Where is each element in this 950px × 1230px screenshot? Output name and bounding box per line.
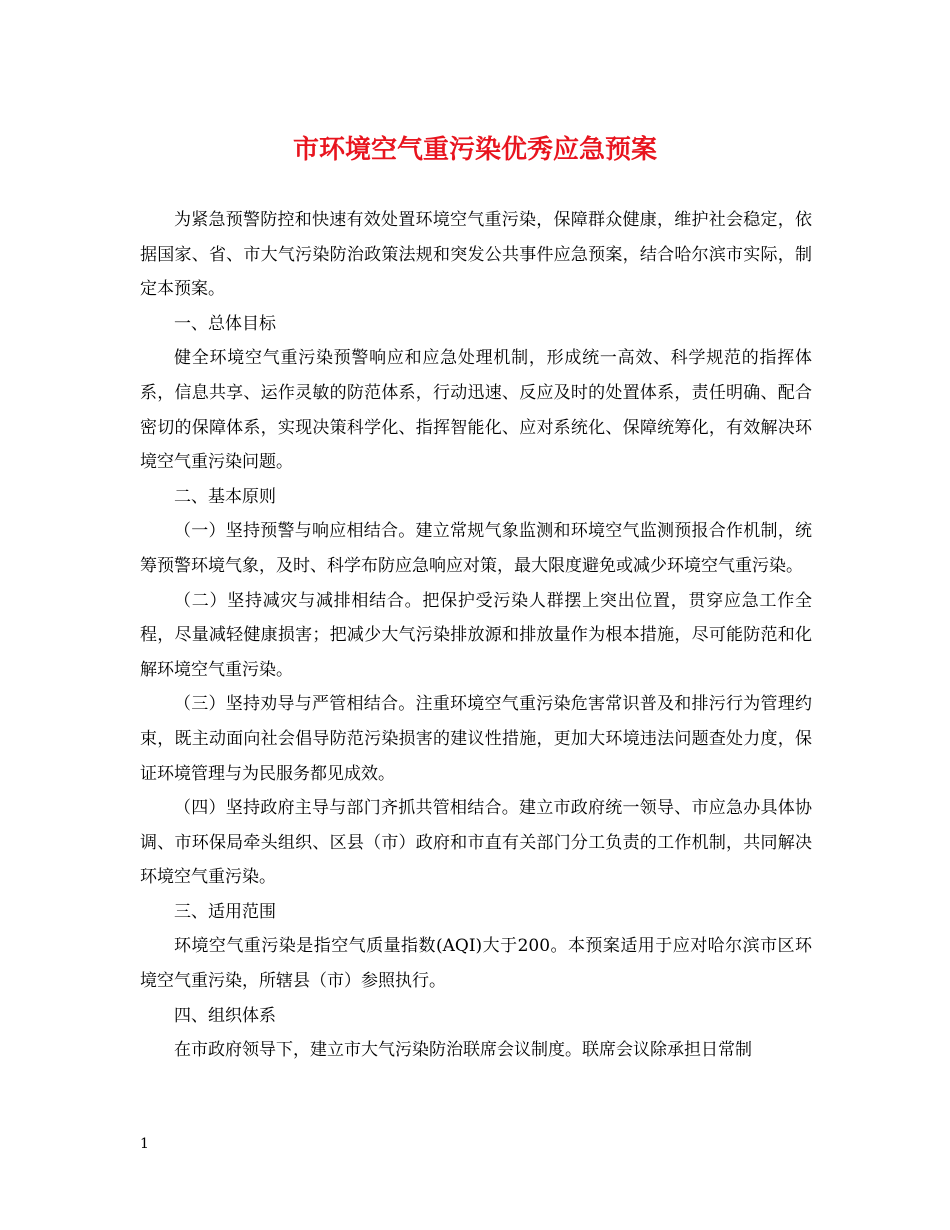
- paragraph-principle-4: （四）坚持政府主导与部门齐抓共管相结合。建立市政府统一领导、市应急办具体协调、市环保局牵头组织、区县（市）政府和市直有关部门分工负责的工作机制，共同解决环境空气重污染。: [140, 798, 812, 888]
- paragraph-principle-1: （一）坚持预警与响应相结合。建立常规气象监测和环境空气监测预报合作机制，统筹预警环境气象，及时、科学布防应急响应对策，最大限度避免或减少环境空气重污染。: [140, 521, 812, 576]
- section-heading-basic-principles: 二、基本原则: [174, 486, 276, 507]
- paragraph-scope: 环境空气重污染是指空气质量指数(AQI)大于200。本预案适用于应对哈尔滨市区环境空气重污染，所辖县（市）参照执行。: [140, 936, 812, 992]
- section-heading-organization: 四、组织体系: [174, 1005, 276, 1026]
- paragraph-principle-3: （三）坚持劝导与严管相结合。注重环境空气重污染危害常识普及和排污行为管理约束，既主动面向社会倡导防范污染损害的建议性措施，更加大环境违法问题查处力度，保证环境管理与为民服务都见成效。: [140, 694, 812, 784]
- section-heading-overall-goal: 一、总体目标: [174, 313, 276, 334]
- paragraph-intro: 为紧急预警防控和快速有效处置环境空气重污染，保障群众健康，维护社会稳定，依据国家、省、市大气污染防治政策法规和突发公共事件应急预案，结合哈尔滨市实际，制定本预案。: [140, 210, 812, 300]
- page-number: 1: [140, 1136, 149, 1152]
- page-title: 市环境空气重污染优秀应急预案: [292, 135, 657, 165]
- paragraph-principle-2: （二）坚持减灾与减排相结合。把保护受污染人群摆上突出位置，贯穿应急工作全程，尽量减轻健康损害；把减少大气污染排放源和排放量作为根本措施，尽可能防范和化解环境空气重污染。: [140, 590, 812, 680]
- section-heading-scope: 三、适用范围: [174, 901, 276, 922]
- paragraph-overall-goal: 健全环境空气重污染预警响应和应急处理机制，形成统一高效、科学规范的指挥体系，信息共享、运作灵敏的防范体系，行动迅速、反应及时的处置体系，责任明确、配合密切的保障体系，实现决策科学化、指挥智能化、应对系统化、保障统筹化，有效解决环境空气重污染问题。: [140, 348, 812, 473]
- document-body: [140, 203, 812, 1068]
- paragraph-organization: 在市政府领导下，建立市大气污染防治联席会议制度。联席会议除承担日常制: [174, 1040, 752, 1061]
